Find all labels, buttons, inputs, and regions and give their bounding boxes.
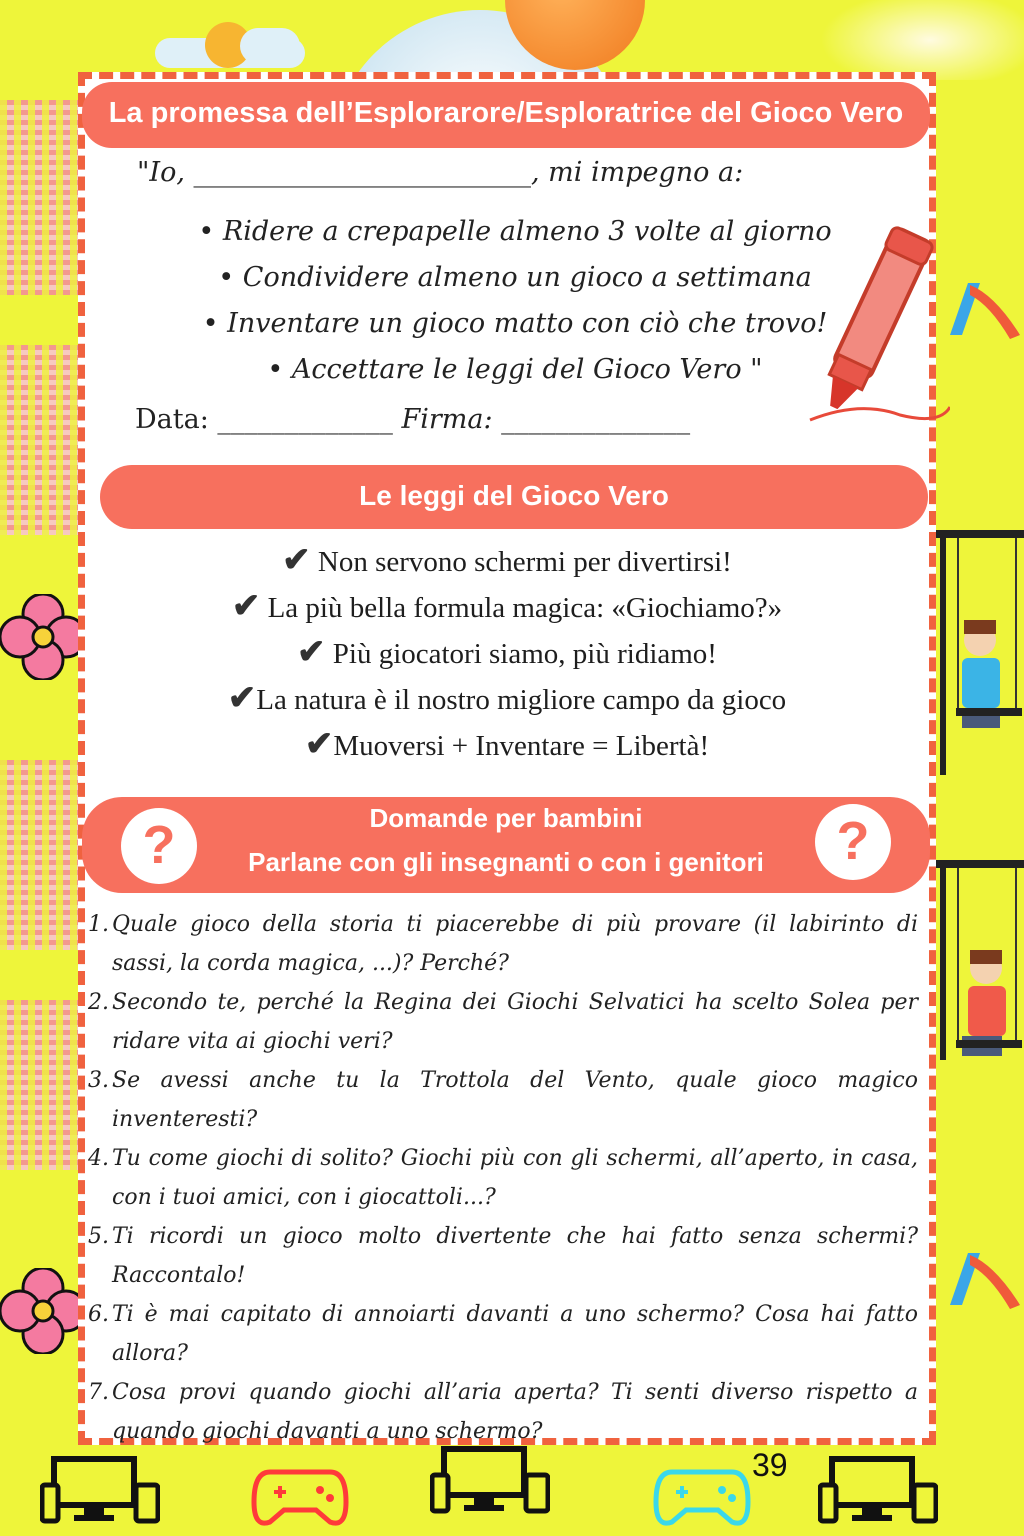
page-number: 39 xyxy=(752,1447,788,1483)
question-mark-icon: ? xyxy=(121,808,197,884)
promise-intro: "Io, _________________________, mi impegno a: xyxy=(137,157,744,188)
laws-title: Le leggi del Gioco Vero xyxy=(100,465,928,529)
law-text: Non servono schermi per divertirsi! xyxy=(317,546,732,578)
gamepad-icon xyxy=(250,1462,350,1532)
list-item xyxy=(88,1139,918,1217)
gamepad-icon xyxy=(652,1462,752,1532)
pixel-pattern xyxy=(0,760,78,950)
question-text: Secondo te, perché la Regina dei Giochi Selvatici ha scelto Solea per ridare vita ai giochi veri? xyxy=(112,990,918,1054)
pen-icon xyxy=(790,215,950,445)
question-number: 1. xyxy=(88,912,109,937)
law-item xyxy=(78,540,936,580)
header-decoration xyxy=(0,0,1024,80)
devices-icon xyxy=(818,1455,938,1525)
questions-subtitle: Parlane con gli insegnanti o con i genitori xyxy=(248,847,764,877)
question-text: Se avessi anche tu la Trottola del Vento, quale gioco magico inventeresti? xyxy=(112,1068,918,1132)
promise-item: • Ridere a crepapelle almeno 3 volte al giorno xyxy=(198,216,832,247)
questions-list xyxy=(88,905,918,1451)
question-text: Cosa provi quando giochi all’aria aperta? Ti senti diverso rispetto a quando giochi davanti a uno schermo? xyxy=(112,1380,918,1444)
slide-icon xyxy=(940,275,1024,345)
question-number: 6. xyxy=(88,1302,109,1327)
question-text: Ti è mai capitato di annoiarti davanti a uno schermo? Cosa hai fatto allora? xyxy=(112,1302,918,1366)
light-glow xyxy=(820,0,1024,80)
swing-icon xyxy=(936,860,1024,1120)
pixel-pattern xyxy=(0,345,78,535)
question-number: 3. xyxy=(88,1068,109,1093)
law-text: La natura è il nostro migliore campo da gioco xyxy=(256,684,787,716)
pixel-pattern xyxy=(0,100,78,295)
question-number: 2. xyxy=(88,990,109,1015)
slide-icon xyxy=(940,1245,1024,1315)
law-text: Più giocatori siamo, più ridiamo! xyxy=(332,638,717,670)
flower-icon xyxy=(0,594,86,680)
question-number: 4. xyxy=(88,1146,109,1171)
check-icon: ✔ xyxy=(227,680,257,717)
check-icon: ✔ xyxy=(297,634,326,671)
list-item xyxy=(88,905,918,983)
question-number: 7. xyxy=(88,1380,109,1405)
questions-title: Domande per bambini xyxy=(369,803,643,833)
check-icon: ✔ xyxy=(231,588,261,625)
question-number: 5. xyxy=(88,1224,109,1249)
list-item xyxy=(88,983,918,1061)
question-mark-icon: ? xyxy=(815,804,891,880)
question-text: Ti ricordi un gioco molto divertente che hai fatto senza schermi? Raccontalo! xyxy=(112,1224,918,1288)
law-item xyxy=(78,632,936,672)
date-label: Data: xyxy=(135,404,209,435)
flower-icon xyxy=(0,1268,86,1354)
swing-icon xyxy=(936,530,1024,790)
law-item xyxy=(78,586,936,626)
date-line[interactable]: _____________ xyxy=(217,404,393,435)
promise-item: • Accettare le leggi del Gioco Vero " xyxy=(267,354,763,385)
questions-banner xyxy=(82,797,930,893)
law-text: Muoversi + Inventare = Libertà! xyxy=(333,730,710,762)
law-item xyxy=(78,724,936,764)
devices-icon xyxy=(430,1445,550,1515)
list-item xyxy=(88,1295,918,1373)
question-text: Tu come giochi di solito? Giochi più con gli schermi, all’aperto, in casa, con i tuoi amici, con i giocattoli...? xyxy=(112,1146,918,1210)
law-text: La più bella formula magica: «Giochiamo?» xyxy=(267,592,783,624)
check-icon: ✔ xyxy=(304,726,334,763)
promise-item: • Inventare un gioco matto con ciò che trovo! xyxy=(202,308,828,339)
check-icon: ✔ xyxy=(282,542,311,579)
promise-title: La promessa dell’Esplorarore/Esploratrice del Gioco Vero xyxy=(82,82,930,148)
list-item xyxy=(88,1217,918,1295)
pixel-pattern xyxy=(0,1000,78,1170)
devices-icon xyxy=(40,1455,160,1525)
list-item xyxy=(88,1061,918,1139)
sign-line[interactable]: ______________ xyxy=(501,404,691,435)
law-item xyxy=(78,678,936,718)
question-text: Quale gioco della storia ti piacerebbe di più provare (il labirinto di sassi, la corda magica, ...)? Perché? xyxy=(112,912,918,976)
list-item xyxy=(88,1373,918,1451)
sign-label: Firma: xyxy=(401,404,493,435)
promise-item: • Condividere almeno un gioco a settimana xyxy=(218,262,812,293)
cloud-icon xyxy=(240,28,300,64)
